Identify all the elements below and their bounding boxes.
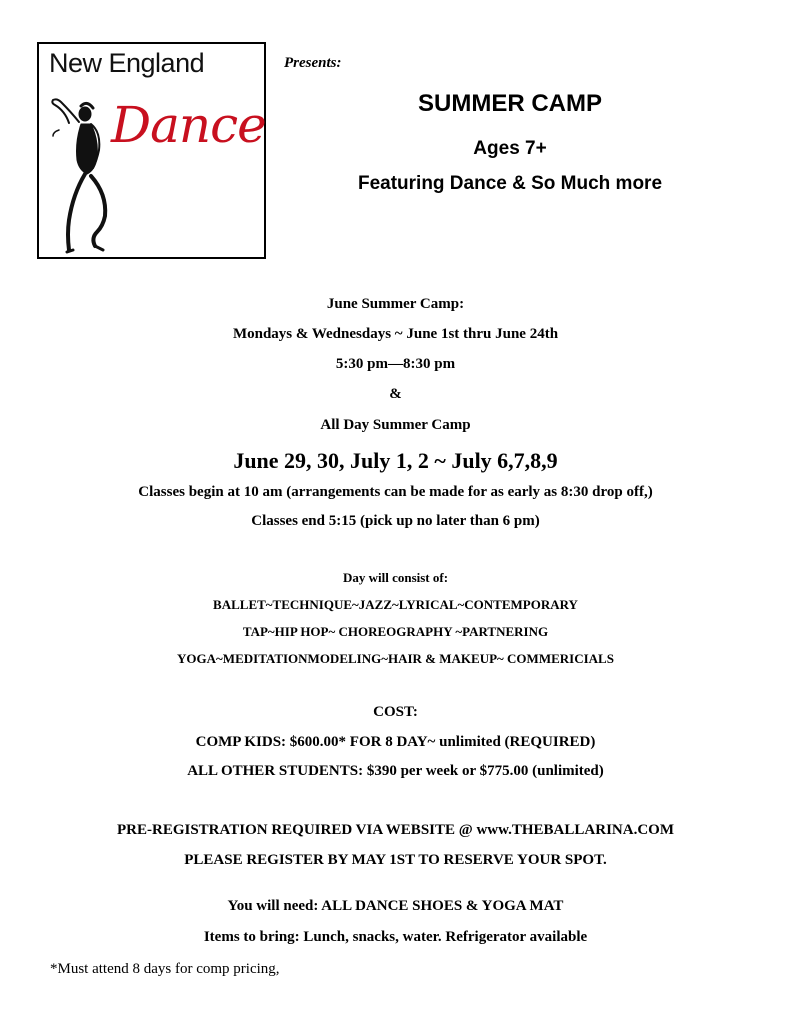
june-camp-time: 5:30 pm—8:30 pm	[335, 356, 456, 372]
consist-heading: Day will consist of:	[342, 570, 449, 585]
registration-line-1: PRE-REGISTRATION REQUIRED VIA WEBSITE @ www.THEBALLARINA.COM	[117, 822, 674, 838]
all-day-camp-dates: June 29, 30, July 1, 2 ~ July 6,7,8,9	[233, 448, 558, 473]
june-camp-days: Mondays & Wednesdays ~ June 1st thru June 24th	[232, 326, 559, 342]
all-day-camp-heading: All Day Summer Camp	[320, 417, 471, 433]
cost-other-students: ALL OTHER STUDENTS: $390 per week or $775.00 (unlimited)	[187, 763, 604, 779]
items-to-bring: Items to bring: Lunch, snacks, water. Refrigerator available	[203, 929, 588, 945]
comp-footnote: *Must attend 8 days for comp pricing,	[50, 961, 280, 977]
featuring-subtitle: Featuring Dance & So Much more	[357, 173, 663, 194]
cost-heading: COST:	[373, 704, 418, 720]
ampersand: &	[389, 386, 402, 402]
consist-line-3: YOGA~MEDITATIONMODELING~HAIR & MAKEUP~ COMMERICIALS	[177, 651, 614, 666]
june-camp-heading: June Summer Camp:	[326, 296, 465, 312]
ages-subtitle: Ages 7+	[473, 138, 547, 159]
you-will-need: You will need: ALL DANCE SHOES & YOGA MAT	[227, 898, 564, 914]
consist-line-2: TAP~HIP HOP~ CHOREOGRAPHY ~PARTNERING	[242, 624, 549, 639]
logo	[37, 42, 266, 259]
page-title: SUMMER CAMP	[418, 90, 602, 117]
registration-line-2: PLEASE REGISTER BY MAY 1ST TO RESERVE YOUR SPOT.	[184, 852, 607, 868]
logo-line-new-england: New England	[49, 48, 205, 78]
classes-begin: Classes begin at 10 am (arrangements can be made for as early as 8:30 drop off,)	[138, 484, 653, 500]
consist-line-1: BALLET~TECHNIQUE~JAZZ~LYRICAL~CONTEMPORARY	[213, 597, 578, 612]
cost-comp-kids: COMP KIDS: $600.00* FOR 8 DAY~ unlimited (REQUIRED)	[195, 734, 596, 750]
logo-line-dance: Dance	[111, 96, 266, 154]
classes-end: Classes end 5:15 (pick up no later than 6 pm)	[251, 513, 540, 529]
presents-label: Presents:	[284, 55, 342, 71]
